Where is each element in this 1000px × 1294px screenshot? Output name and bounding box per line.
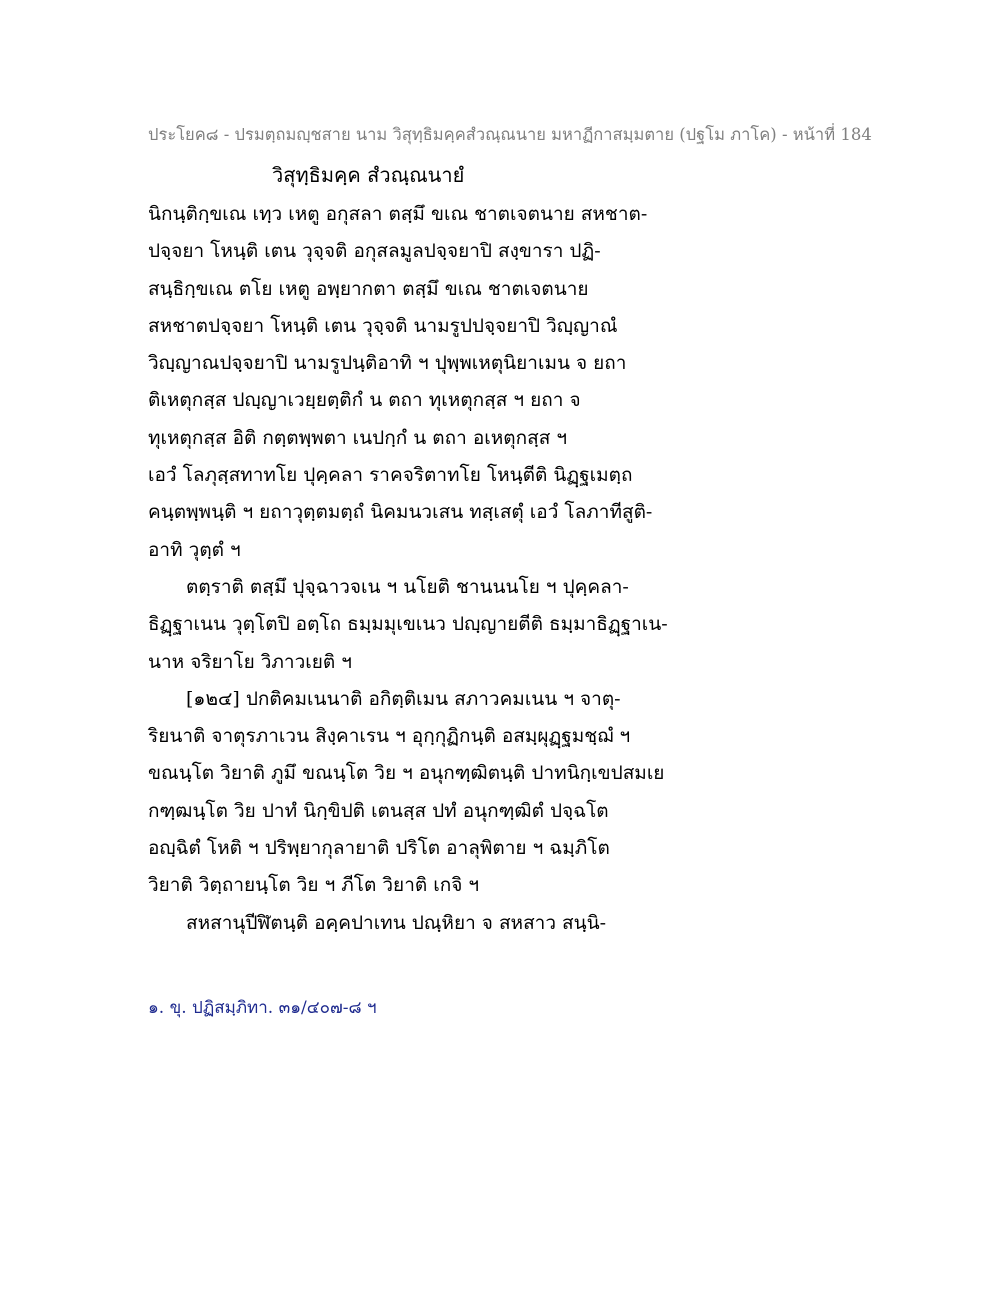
page-title: วิสุทฺธิมคฺค สํวณฺณนายํ [272,163,465,187]
text-line: สหชาตปจฺจยา โหนฺติ เตน วุจฺจติ นามรูปปจฺจยาปิ วิญฺญาณํ [148,314,618,337]
text-line: สนฺธิกฺขเณ ตโย เหตู อพฺยากตา ตสฺมึ ขเณ ชาตเจตนาย [148,277,589,300]
text-line: คนฺตพฺพนฺติ ฯ ยถาวุตฺตมตฺถํ นิคมนวเสน ทสฺเสตุํ เอวํ โลภาทีสูติ- [148,501,653,524]
text-line: วิยาติ วิตฺถายนฺโต วิย ฯ ภีโต วิยาติ เกจิ ฯ [148,874,480,897]
text-line: ริยนาติ จาตุรภาเวน สิงฺคาเรน ฯ อุกฺกุฏิกนฺติ อสมฺผุฏฺฐมชฺฌํ ฯ [148,725,631,748]
text-line: อญฺฉิตํ โหติ ฯ ปริพฺยากุลายาติ ปริโต อาลุพิตาย ฯ ฉมฺภิโต [148,837,610,860]
text-line: ติเหตุกสฺส ปญฺญาเวยฺยตฺติกํ น ตถา ทุเหตุกสฺส ฯ ยถา จ [148,389,581,412]
text-line: ปจฺจยา โหนฺติ เตน วุจฺจติ อกุสลมูลปจฺจยาปิ สงฺขารา ปฏิ- [148,240,601,263]
text-line: ธิฏฺฐาเนน วุตฺโตปิ อตฺโถ ธมฺมมุเขเนว ปญฺญายตีติ ธมฺมาธิฏฺฐาเน- [148,613,668,636]
footnote: ๑. ขุ. ปฏิสมฺภิทา. ๓๑/๔๐๗-๘ ฯ [148,998,377,1018]
text-line: [๑๒๔] ปกติคมเนนาติ อกิตฺติเมน สภาวคมเนน ฯ จาตุ- [186,687,621,710]
text-line: วิญฺญาณปจฺจยาปิ นามรูปนฺติอาทิ ฯ ปุพฺพเหตุนิยาเมน จ ยถา [148,352,627,375]
running-header: ประโยค๘ - ปรมตฺถมญฺชสาย นาม วิสุทฺธิมคฺคสํวณฺณนาย มหาฏีกาสมฺมตาย (ปฐโม ภาโค) - หน้าที่ 184 [148,125,872,144]
text-line: อาทิ วุตฺตํ ฯ [148,538,241,561]
text-line: นาห จริยาโย วิภาวเยติ ฯ [148,650,352,673]
text-line: ขณนฺโต วิยาติ ภูมึ ขณนฺโต วิย ฯ อนุกฑฺฒิตนฺติ ปาทนิกฺเขปสมเย [148,762,665,785]
text-line: สหสานุปีฬิตนฺติ อคฺคปาเทน ปณฺหิยา จ สหสาว สนฺนิ- [186,911,607,934]
text-line: เอวํ โลภุสฺสทาทโย ปุคฺคลา ราคจริตาทโย โหนฺตีติ นิฏฺฐเมตฺถ [148,464,633,487]
text-line: ทุเหตุกสฺส อิติ กตฺตพฺพตา เนปกฺกํ น ตถา อเหตุกสฺส ฯ [148,426,568,449]
text-line: ตตฺราติ ตสฺมึ ปุจฺฉาวจเน ฯ นโยติ ชานนนโย ฯ ปุคฺคลา- [186,575,629,598]
body-text [148,196,708,942]
text-line: นิกนฺติกฺขเณ เทฺว เหตู อกุสลา ตสฺมึ ขเณ ชาตเจตนาย สหชาต- [148,203,648,225]
text-line: กฑฺฒนฺโต วิย ปาทํ นิกฺขิปติ เตนสฺส ปทํ อนุกฑฺฒิตํ ปจฺฉโต [148,799,609,822]
